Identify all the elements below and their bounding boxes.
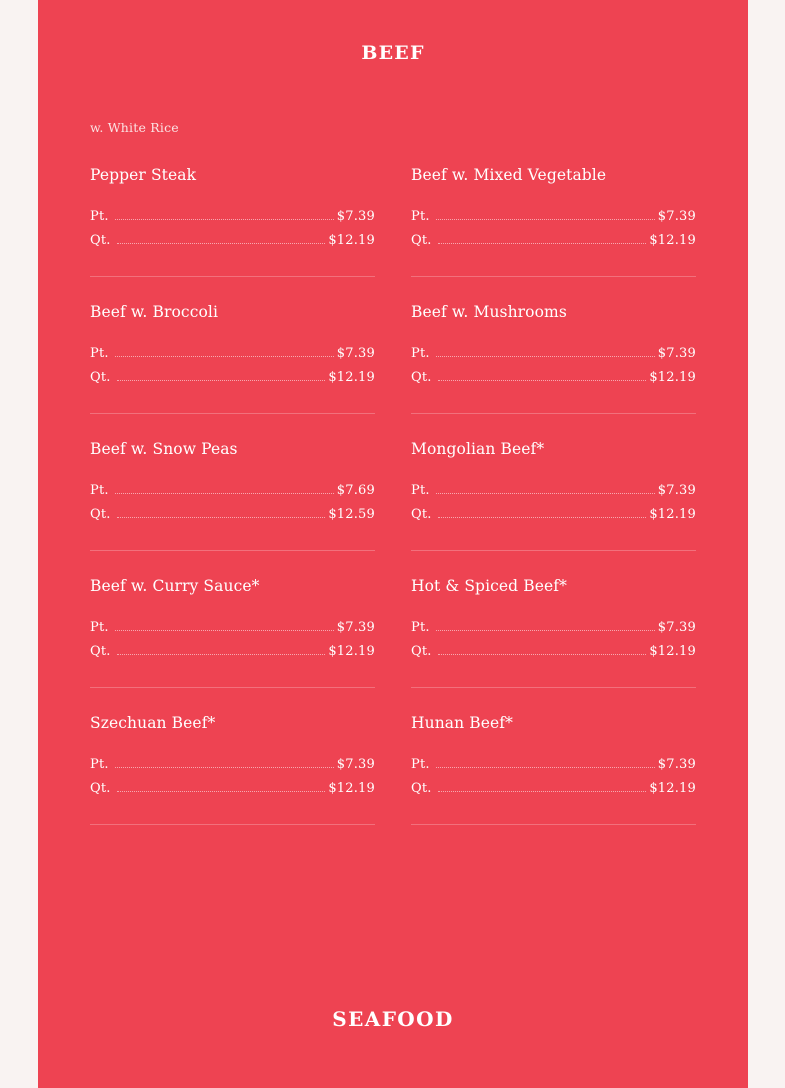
price-row-pint [411, 620, 696, 635]
dot-leader [117, 242, 326, 244]
price-value: $12.19 [328, 781, 375, 796]
price-label: Pt. [411, 620, 430, 635]
menu-item-name: Mongolian Beef* [411, 440, 545, 458]
price-row-quart [90, 644, 375, 659]
price-value: $12.19 [328, 644, 375, 659]
price-row-pint [411, 757, 696, 772]
dot-leader [438, 653, 647, 655]
section-note-beef: w. White Rice [90, 120, 179, 135]
dot-leader [436, 492, 655, 494]
price-label: Qt. [90, 644, 111, 659]
dot-leader [115, 766, 334, 768]
menu-item[interactable] [90, 166, 375, 277]
menu-item-name: Beef w. Broccoli [90, 303, 219, 321]
menu-item-name: Beef w. Curry Sauce* [90, 577, 260, 595]
menu-item-name: Beef w. Snow Peas [90, 440, 238, 458]
dot-leader [115, 218, 334, 220]
dot-leader [436, 629, 655, 631]
dot-leader [436, 766, 655, 768]
price-value: $12.19 [649, 233, 696, 248]
price-label: Qt. [411, 644, 432, 659]
dot-leader [438, 790, 647, 792]
dot-leader [117, 790, 326, 792]
dot-leader [436, 218, 655, 220]
dot-leader [436, 355, 655, 357]
price-row-pint [90, 620, 375, 635]
price-row-quart [90, 781, 375, 796]
dot-leader [115, 492, 334, 494]
price-label: Pt. [411, 346, 430, 361]
price-label: Pt. [411, 757, 430, 772]
menu-item-name: Hot & Spiced Beef* [411, 577, 567, 595]
price-label: Pt. [90, 483, 109, 498]
price-value: $7.39 [657, 620, 696, 635]
menu-item[interactable] [411, 166, 696, 277]
section-title-beef: BEEF [361, 42, 425, 64]
menu-item-name: Beef w. Mixed Vegetable [411, 166, 607, 184]
price-row-quart [411, 644, 696, 659]
price-row-quart [411, 370, 696, 385]
price-label: Pt. [90, 346, 109, 361]
price-row-pint [90, 757, 375, 772]
price-value: $7.39 [336, 757, 375, 772]
menu-item[interactable] [411, 303, 696, 414]
price-row-quart [411, 233, 696, 248]
menu-item[interactable] [90, 303, 375, 414]
price-row-quart [411, 507, 696, 522]
price-label: Pt. [90, 620, 109, 635]
price-label: Qt. [411, 370, 432, 385]
price-value: $7.39 [336, 346, 375, 361]
price-value: $12.19 [649, 644, 696, 659]
dot-leader [115, 355, 334, 357]
price-value: $7.39 [657, 757, 696, 772]
price-label: Qt. [90, 781, 111, 796]
price-value: $12.19 [649, 507, 696, 522]
menu-item[interactable] [90, 714, 375, 825]
price-row-pint [90, 209, 375, 224]
price-row-pint [90, 483, 375, 498]
price-row-quart [411, 781, 696, 796]
dot-leader [438, 242, 647, 244]
dot-leader [115, 629, 334, 631]
beef-items-grid [90, 166, 696, 851]
dot-leader [117, 653, 326, 655]
price-label: Qt. [411, 233, 432, 248]
menu-panel [38, 0, 748, 1088]
price-label: Qt. [90, 233, 111, 248]
menu-item[interactable] [411, 714, 696, 825]
price-value: $7.39 [657, 483, 696, 498]
price-row-pint [411, 483, 696, 498]
price-value: $12.19 [328, 233, 375, 248]
price-value: $7.39 [657, 346, 696, 361]
price-value: $7.39 [657, 209, 696, 224]
price-value: $7.39 [336, 209, 375, 224]
menu-item-name: Hunan Beef* [411, 714, 513, 732]
price-value: $12.19 [649, 781, 696, 796]
price-row-quart [90, 370, 375, 385]
menu-item-name: Szechuan Beef* [90, 714, 216, 732]
menu-item[interactable] [90, 440, 375, 551]
price-label: Qt. [411, 507, 432, 522]
dot-leader [438, 516, 647, 518]
price-value: $7.39 [336, 620, 375, 635]
dot-leader [117, 516, 326, 518]
price-label: Pt. [411, 483, 430, 498]
price-value: $12.19 [649, 370, 696, 385]
dot-leader [117, 379, 326, 381]
price-label: Qt. [90, 507, 111, 522]
menu-item[interactable] [411, 440, 696, 551]
dot-leader [438, 379, 647, 381]
price-label: Pt. [411, 209, 430, 224]
price-label: Qt. [90, 370, 111, 385]
price-row-quart [90, 233, 375, 248]
price-value: $12.59 [328, 507, 375, 522]
price-value: $12.19 [328, 370, 375, 385]
price-row-pint [90, 346, 375, 361]
menu-item-name: Beef w. Mushrooms [411, 303, 567, 321]
price-row-quart [90, 507, 375, 522]
menu-item[interactable] [411, 577, 696, 688]
menu-item[interactable] [90, 577, 375, 688]
price-label: Pt. [90, 209, 109, 224]
price-value: $7.69 [336, 483, 375, 498]
price-row-pint [411, 346, 696, 361]
menu-item-name: Pepper Steak [90, 166, 197, 184]
price-label: Pt. [90, 757, 109, 772]
price-label: Qt. [411, 781, 432, 796]
price-row-pint [411, 209, 696, 224]
section-title-seafood: SEAFOOD [332, 1007, 454, 1031]
